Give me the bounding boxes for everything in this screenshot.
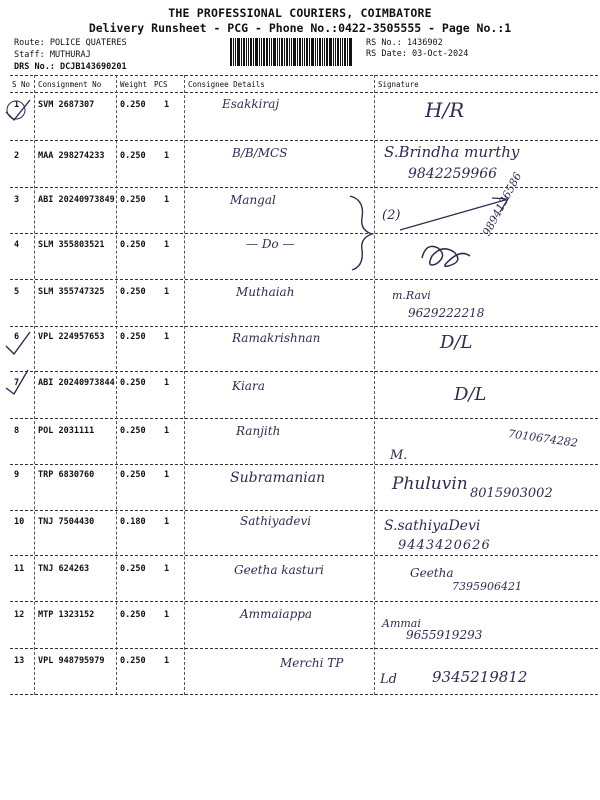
row-sno: 5 bbox=[14, 287, 20, 297]
consignee-handwriting: Ammaiappa bbox=[240, 607, 313, 621]
signature-handwriting: S.Brindha murthy bbox=[384, 143, 520, 161]
row-pcs: 1 bbox=[164, 240, 170, 250]
row-consignment: VPL 224957653 bbox=[38, 332, 105, 342]
row-pcs: 1 bbox=[164, 151, 170, 161]
row-rule bbox=[10, 601, 598, 602]
signature-handwriting: Ld bbox=[380, 672, 397, 687]
signature-handwriting: D/L bbox=[440, 332, 473, 353]
row-rule bbox=[10, 140, 598, 141]
row-pcs: 1 bbox=[164, 287, 170, 297]
signature-handwriting: Geetha bbox=[410, 566, 454, 580]
row-rule bbox=[10, 464, 598, 465]
column-divider bbox=[116, 75, 117, 695]
row-rule bbox=[10, 648, 598, 649]
consignee-handwriting: — Do — bbox=[246, 237, 295, 251]
consignee-handwriting: Ramakrishnan bbox=[232, 331, 321, 345]
row-sno: 8 bbox=[14, 426, 20, 436]
signature-handwriting: S.sathiyaDevi bbox=[384, 518, 481, 534]
col-signature-header: Signature bbox=[378, 80, 419, 89]
signature-handwriting: H/R bbox=[425, 98, 465, 122]
row-pcs: 1 bbox=[164, 564, 170, 574]
phone-handwriting: 9894136586 bbox=[480, 170, 525, 239]
row-sno: 4 bbox=[14, 240, 20, 250]
row-consignment: TNJ 624263 bbox=[38, 564, 90, 574]
route-label: Route: POLICE QUATERES bbox=[14, 38, 127, 48]
row-pcs: 1 bbox=[164, 610, 170, 620]
row-consignment: ABI 20240973849 bbox=[38, 195, 115, 205]
consignee-handwriting: Subramanian bbox=[230, 470, 326, 486]
row-pcs: 1 bbox=[164, 426, 170, 436]
row-rule bbox=[10, 510, 598, 511]
phone-handwriting: 7395906421 bbox=[452, 580, 522, 593]
barcode-graphic bbox=[230, 38, 358, 66]
row-consignment: VPL 948795979 bbox=[38, 656, 105, 666]
row-sno: 10 bbox=[14, 517, 25, 527]
consignee-handwriting: Esakkiraj bbox=[222, 97, 280, 111]
col-weight-header: Weight bbox=[120, 80, 148, 89]
company-title: THE PROFESSIONAL COURIERS, COIMBATORE bbox=[168, 6, 432, 20]
consignee-handwriting: Mangal bbox=[230, 193, 276, 207]
row-pcs: 1 bbox=[164, 332, 170, 342]
signature-handwriting: Ammai bbox=[382, 617, 421, 630]
row-weight: 0.250 bbox=[120, 564, 146, 574]
row-rule bbox=[10, 555, 598, 556]
row-weight: 0.250 bbox=[120, 100, 146, 110]
row-sno: 12 bbox=[14, 610, 25, 620]
row-consignment: SVM 2687307 bbox=[38, 100, 95, 110]
phone-handwriting: 7010674282 bbox=[507, 427, 579, 450]
row-weight: 0.250 bbox=[120, 656, 146, 666]
row-weight: 0.250 bbox=[120, 332, 146, 342]
table-top-rule bbox=[10, 75, 598, 76]
row-rule bbox=[10, 418, 598, 419]
row-sno: 3 bbox=[14, 195, 20, 205]
row-sno: 2 bbox=[14, 151, 20, 161]
row-weight: 0.250 bbox=[120, 287, 146, 297]
row-weight: 0.250 bbox=[120, 240, 146, 250]
consignee-handwriting: B/B/MCS bbox=[232, 146, 288, 160]
row-consignment: MAA 298274233 bbox=[38, 151, 105, 161]
phone-handwriting: 9345219812 bbox=[432, 668, 528, 686]
runsheet-subtitle: Delivery Runsheet - PCG - Phone No.:0422-3505555 - Page No.:1 bbox=[88, 21, 512, 35]
phone-handwriting: 8015903002 bbox=[470, 486, 553, 501]
rs-number: RS No.: 1436902 bbox=[366, 38, 443, 48]
row-weight: 0.250 bbox=[120, 195, 146, 205]
row-rule bbox=[10, 279, 598, 280]
consignee-handwriting: Muthaiah bbox=[236, 285, 295, 299]
column-divider bbox=[184, 75, 185, 695]
row-consignment: TRP 6830760 bbox=[38, 470, 95, 480]
row-consignment: SLM 355747325 bbox=[38, 287, 105, 297]
column-divider bbox=[374, 75, 375, 695]
row-consignment: TNJ 7504430 bbox=[38, 517, 95, 527]
row-weight: 0.250 bbox=[120, 151, 146, 161]
table-bottom-rule bbox=[10, 694, 598, 695]
row-weight: 0.250 bbox=[120, 470, 146, 480]
row-sno: 6 bbox=[14, 332, 20, 342]
consignee-handwriting: Merchi TP bbox=[280, 656, 344, 670]
col-consignment-header: Consignment No bbox=[38, 80, 102, 89]
row-sno: 9 bbox=[14, 470, 20, 480]
consignee-handwriting: Kiara bbox=[232, 379, 265, 393]
row-consignment: POL 2031111 bbox=[38, 426, 95, 436]
row-pcs: 1 bbox=[164, 378, 170, 388]
row-consignment: MTP 1323152 bbox=[38, 610, 95, 620]
row-pcs: 1 bbox=[164, 195, 170, 205]
row-pcs: 1 bbox=[164, 656, 170, 666]
col-pcs-header: PCS bbox=[154, 80, 168, 89]
row-sno: 11 bbox=[14, 564, 25, 574]
signature-handwriting: (2) bbox=[382, 208, 401, 223]
row-pcs: 1 bbox=[164, 470, 170, 480]
consignee-handwriting: Ranjith bbox=[236, 424, 281, 438]
row-weight: 0.180 bbox=[120, 517, 146, 527]
signature-handwriting: m.Ravi bbox=[392, 289, 431, 302]
phone-handwriting: 9842259966 bbox=[408, 166, 498, 182]
signature-handwriting: Phuluvin bbox=[392, 474, 468, 494]
row-weight: 0.250 bbox=[120, 426, 146, 436]
consignee-handwriting: Sathiyadevi bbox=[240, 514, 312, 528]
phone-handwriting: 9655919293 bbox=[406, 628, 483, 642]
signature-handwriting: M. bbox=[390, 448, 408, 463]
staff-label: Staff: MUTHURAJ bbox=[14, 50, 91, 60]
col-consignee-header: Consignee Details bbox=[188, 80, 265, 89]
row-weight: 0.250 bbox=[120, 610, 146, 620]
row-pcs: 1 bbox=[164, 517, 170, 527]
row-sno: 13 bbox=[14, 656, 25, 666]
row-sno: 7 bbox=[14, 378, 20, 388]
row-consignment: ABI 20240973844 bbox=[38, 378, 115, 388]
row-weight: 0.250 bbox=[120, 378, 146, 388]
rs-date: RS Date: 03-Oct-2024 bbox=[366, 49, 469, 59]
signature-handwriting: D/L bbox=[454, 384, 487, 405]
phone-handwriting: 9629222218 bbox=[408, 306, 485, 320]
row-rule bbox=[10, 371, 598, 372]
row-consignment: SLM 355803521 bbox=[38, 240, 105, 250]
signature-scribble bbox=[418, 238, 473, 272]
drs-number: DRS No.: DCJB143690201 bbox=[14, 62, 127, 72]
row-rule bbox=[10, 326, 598, 327]
tick-marks bbox=[2, 98, 38, 398]
table-header-rule bbox=[10, 92, 598, 93]
phone-handwriting: 9443420626 bbox=[398, 538, 491, 553]
row-pcs: 1 bbox=[164, 100, 170, 110]
col-sno-header: S No bbox=[12, 80, 31, 89]
row-sno: 1 bbox=[14, 100, 20, 110]
consignee-handwriting: Geetha kasturi bbox=[234, 563, 325, 577]
